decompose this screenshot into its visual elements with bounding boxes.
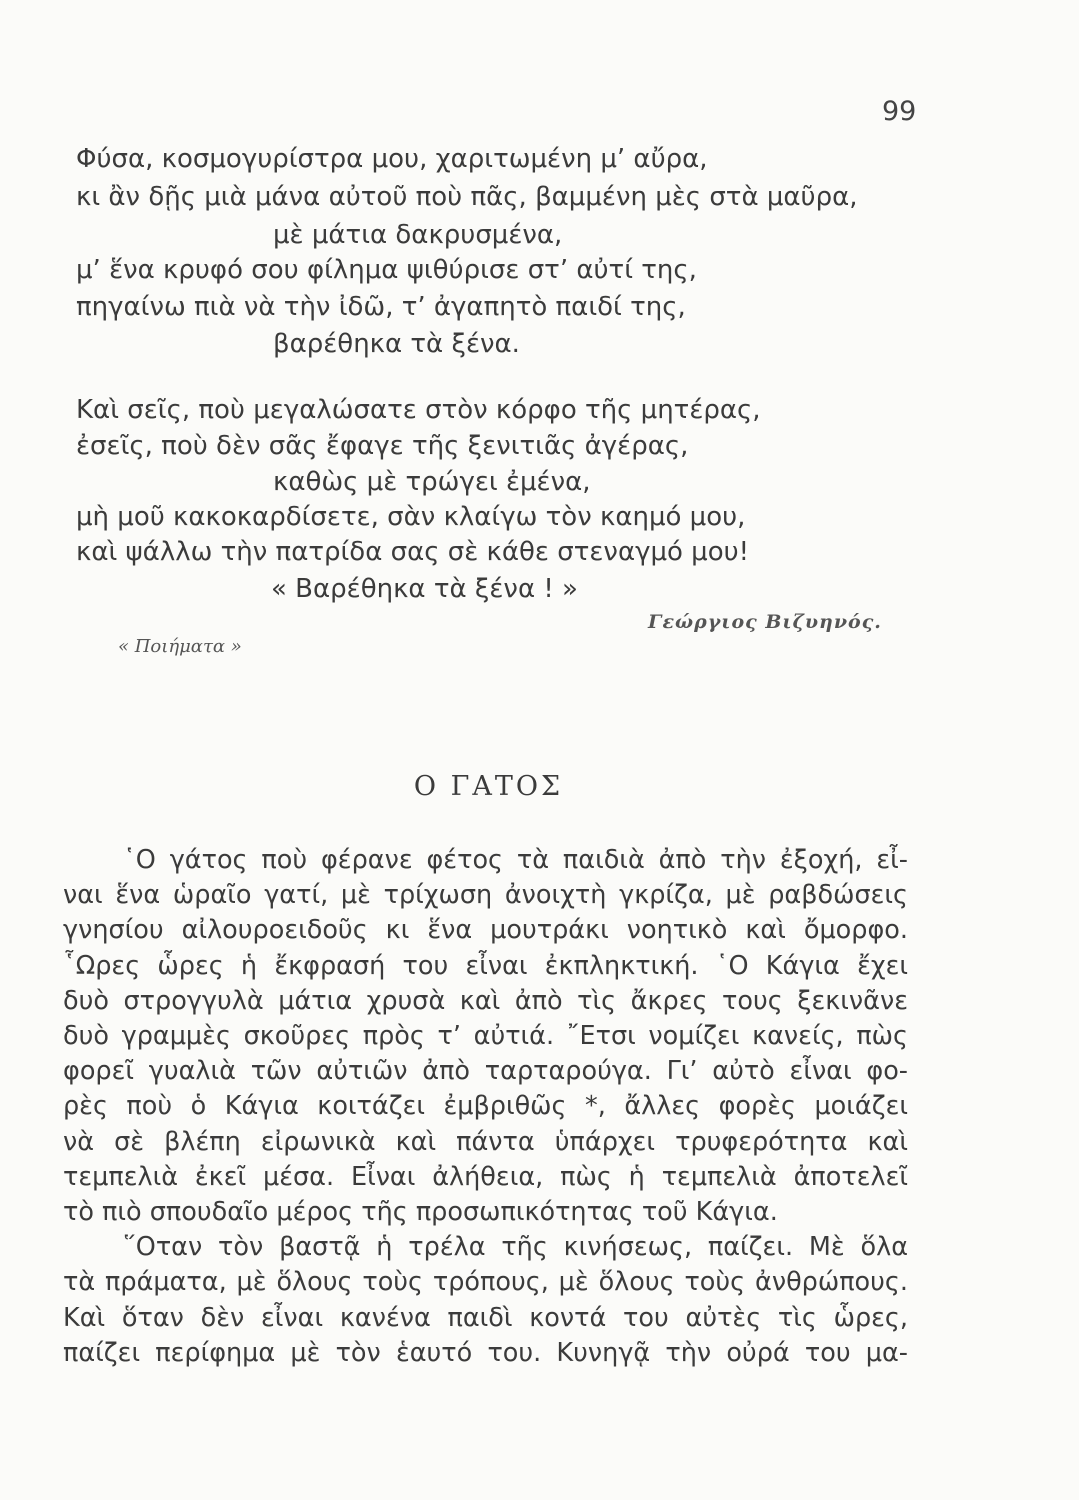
article-line: νὰ σὲ βλέπη εἰρωνικὰ καὶ πάντα ὑπάρχει τρυφερότητα καὶ bbox=[63, 1126, 908, 1157]
poem-line: Φύσα, κοσμογυρίστρα μου, χαριτωμένη μ’ αὔρα, bbox=[76, 144, 708, 174]
poem-line: βαρέθηκα τὰ ξένα. bbox=[273, 329, 520, 359]
poem-line: ἐσεῖς, ποὺ δὲν σᾶς ἔφαγε τῆς ξενιτιᾶς ἀγέρας, bbox=[76, 431, 689, 461]
article-body bbox=[63, 843, 908, 1371]
article-line: δυὸ στρογγυλὰ μάτια χρυσὰ καὶ ἀπὸ τὶς ἄκρες τους ξεκινᾶνε bbox=[63, 985, 908, 1016]
poem-line: « Βαρέθηκα τὰ ξένα ! » bbox=[271, 574, 578, 604]
poem-line: κι ἂν δῇς μιὰ μάνα αὐτοῦ ποὺ πᾶς, βαμμένη μὲς στὰ μαῦρα, bbox=[76, 182, 858, 212]
poem-line: πηγαίνω πιὰ νὰ τὴν ἰδῶ, τ’ ἀγαπητὸ παιδί της, bbox=[76, 292, 686, 322]
poem-source: « Ποιήματα » bbox=[118, 636, 242, 657]
article-line: Καὶ ὅταν δὲν εἶναι κανένα παιδὶ κοντά του αὐτὲς τὶς ὧρες, bbox=[63, 1302, 908, 1333]
poem-line: καὶ ψάλλω τὴν πατρίδα σας σὲ κάθε στεναγμό μου! bbox=[76, 537, 750, 567]
article-line: δυὸ γραμμὲς σκοῦρες πρὸς τ’ αὐτιά. ῎Ετσι νομίζει κανείς, πὼς bbox=[63, 1021, 908, 1052]
article-line: γνησίου αἰλουροειδοῦς κι ἕνα μουτράκι νοητικὸ καὶ ὄμορφο. bbox=[63, 915, 908, 946]
page-number: 99 bbox=[882, 96, 917, 127]
article-line: ῾Ο γάτος ποὺ φέρανε φέτος τὰ παιδιὰ ἀπὸ τὴν ἐξοχή, εἶ- bbox=[123, 845, 908, 875]
poem-line: μὴ μοῦ κακοκαρδίσετε, σὰν κλαίγω τὸν καημό μου, bbox=[76, 502, 746, 532]
poem-line: μ’ ἕνα κρυφό σου φίλημα ψιθύρισε στ’ αὐτί της, bbox=[76, 255, 697, 285]
article-line: ναι ἕνα ὡραῖο γατί, μὲ τρίχωση ἀνοιχτὴ γκρίζα, μὲ ραβδώσεις bbox=[63, 880, 908, 911]
poem-line: Καὶ σεῖς, ποὺ μεγαλώσατε στὸν κόρφο τῆς μητέρας, bbox=[76, 395, 761, 425]
poem-line: καθὼς μὲ τρώγει ἐμένα, bbox=[273, 467, 591, 497]
article-title: Ο ΓΑΤΟΣ bbox=[413, 771, 564, 802]
article-line: τὰ πράματα, μὲ ὅλους τοὺς τρόπους, μὲ ὅλους τοὺς ἀνθρώπους. bbox=[63, 1267, 908, 1298]
poem-author: Γεώργιος Βιζυηνός. bbox=[648, 611, 882, 633]
article-line: τὸ πιὸ σπουδαῖο μέρος τῆς προσωπικότητας τοῦ Κάγια. bbox=[63, 1197, 778, 1228]
article-line: ῟Ωρες ὧρες ἡ ἔκφρασή του εἶναι ἐκπληκτική. ῾Ο Κάγια ἔχει bbox=[63, 950, 908, 981]
article-line: παίζει περίφημα μὲ τὸν ἑαυτό του. Κυνηγᾷ τὴν οὐρά του μα- bbox=[63, 1337, 908, 1368]
poem-line: μὲ μάτια δακρυσμένα, bbox=[273, 220, 563, 250]
article-line: φορεῖ γυαλιὰ τῶν αὐτιῶν ἀπὸ ταρταρούγα. Γι’ αὐτὸ εἶναι φο- bbox=[63, 1056, 908, 1087]
article-line: τεμπελιὰ ἐκεῖ μέσα. Εἶναι ἀλήθεια, πὼς ἡ τεμπελιὰ ἀποτελεῖ bbox=[63, 1161, 908, 1192]
article-line: ρὲς ποὺ ὁ Κάγια κοιτάζει ἐμβριθῶς *, ἄλλες φορὲς μοιάζει bbox=[63, 1091, 908, 1122]
article-line: ῞Οταν τὸν βαστᾷ ἡ τρέλα τῆς κινήσεως, παίζει. Μὲ ὅλα bbox=[123, 1232, 908, 1263]
